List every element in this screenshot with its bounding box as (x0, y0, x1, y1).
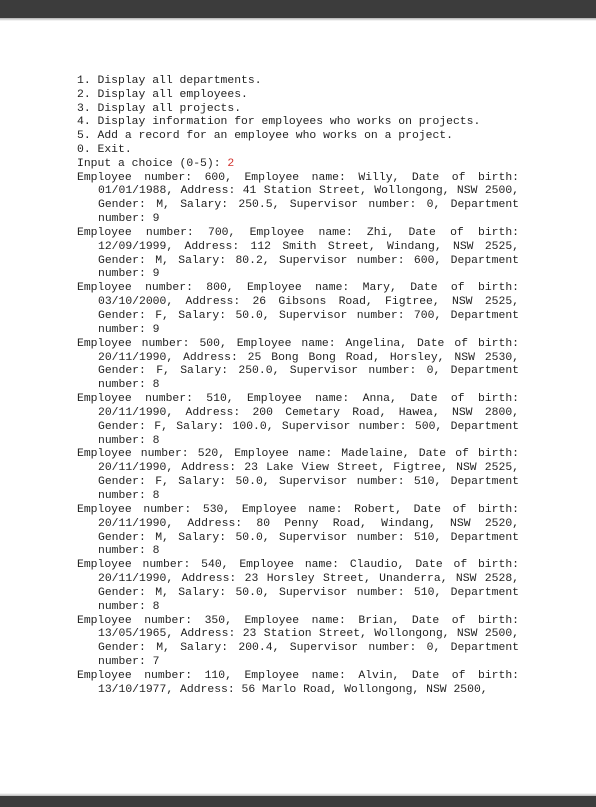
employee-record: Employee number: 800, Employee name: Mary, Date of birth: 03/10/2000, Address: 26 Gibsons Road, Figtree, NSW 2525, Gender: F, Salary: 50.0, Supervisor number: 700, Department number: 9 (77, 282, 519, 336)
menu-item: 2. Display all employees. (77, 88, 248, 101)
viewer-bottom-bar (0, 796, 596, 807)
menu-item: 1. Display all departments. (77, 75, 262, 87)
document-page (77, 75, 519, 698)
employee-record: Employee number: 520, Employee name: Madelaine, Date of birth: 20/11/1990, Address: 23 Lake View Street, Figtree, NSW 2525, Gender: F, Salary: 50.0, Supervisor number: 510, Department number: 8 (77, 448, 519, 502)
menu-item: 0. Exit. (77, 143, 132, 156)
viewer-top-bar (0, 0, 596, 18)
employee-record: Employee number: 510, Employee name: Anna, Date of birth: 20/11/1990, Address: 200 Cemetary Road, Hawea, NSW 2800, Gender: F, Salary: 100.0, Supervisor number: 500, Department number: 8 (77, 393, 519, 447)
menu-item: 3. Display all projects. (77, 102, 242, 115)
employee-record: Employee number: 700, Employee name: Zhi, Date of birth: 12/09/1999, Address: 112 Smith Street, Windang, NSW 2525, Gender: M, Salary: 80.2, Supervisor number: 600, Department number: 9 (77, 226, 519, 281)
employee-record: Employee number: 540, Employee name: Claudio, Date of birth: 20/11/1990, Address: 23 Horsley Street, Unanderra, NSW 2528, Gender: M, Salary: 50.0, Supervisor number: 510, Department number: 8 (77, 559, 519, 613)
employee-record: Employee number: 110, Employee name: Alvin, Date of birth: 13/10/1977, Address: 56 Marlo Road, Wollongong, NSW 2500, (77, 669, 519, 696)
choice-prompt: Input a choice (0-5): (77, 157, 228, 170)
employee-record: Employee number: 350, Employee name: Brian, Date of birth: 13/05/1965, Address: 23 Station Street, Wollongong, NSW 2500, Gender: M, Salary: 200.4, Supervisor number: 0, Department number: 7 (77, 614, 519, 669)
employee-record: Employee number: 600, Employee name: Willy, Date of birth: 01/01/1988, Address: 41 Station Street, Wollongong, NSW 2500, Gender: M, Salary: 250.5, Supervisor number: 0, Department number: 9 (77, 171, 519, 226)
choice-value: 2 (227, 157, 235, 170)
choice-prompt-line (77, 158, 519, 172)
menu-item: 5. Add a record for an employee who works on a project. (77, 130, 453, 143)
employee-record: Employee number: 530, Employee name: Robert, Date of birth: 20/11/1990, Address: 80 Penny Road, Windang, NSW 2520, Gender: M, Salary: 50.0, Supervisor number: 510, Department number: 8 (77, 503, 519, 558)
menu-item: 4. Display information for employees who works on projects. (77, 116, 481, 129)
employee-record: Employee number: 500, Employee name: Angelina, Date of birth: 20/11/1990, Address: 25 Bong Bong Road, Horsley, NSW 2530, Gender: F, Salary: 250.0, Supervisor number: 0, Department number: 8 (77, 337, 519, 392)
